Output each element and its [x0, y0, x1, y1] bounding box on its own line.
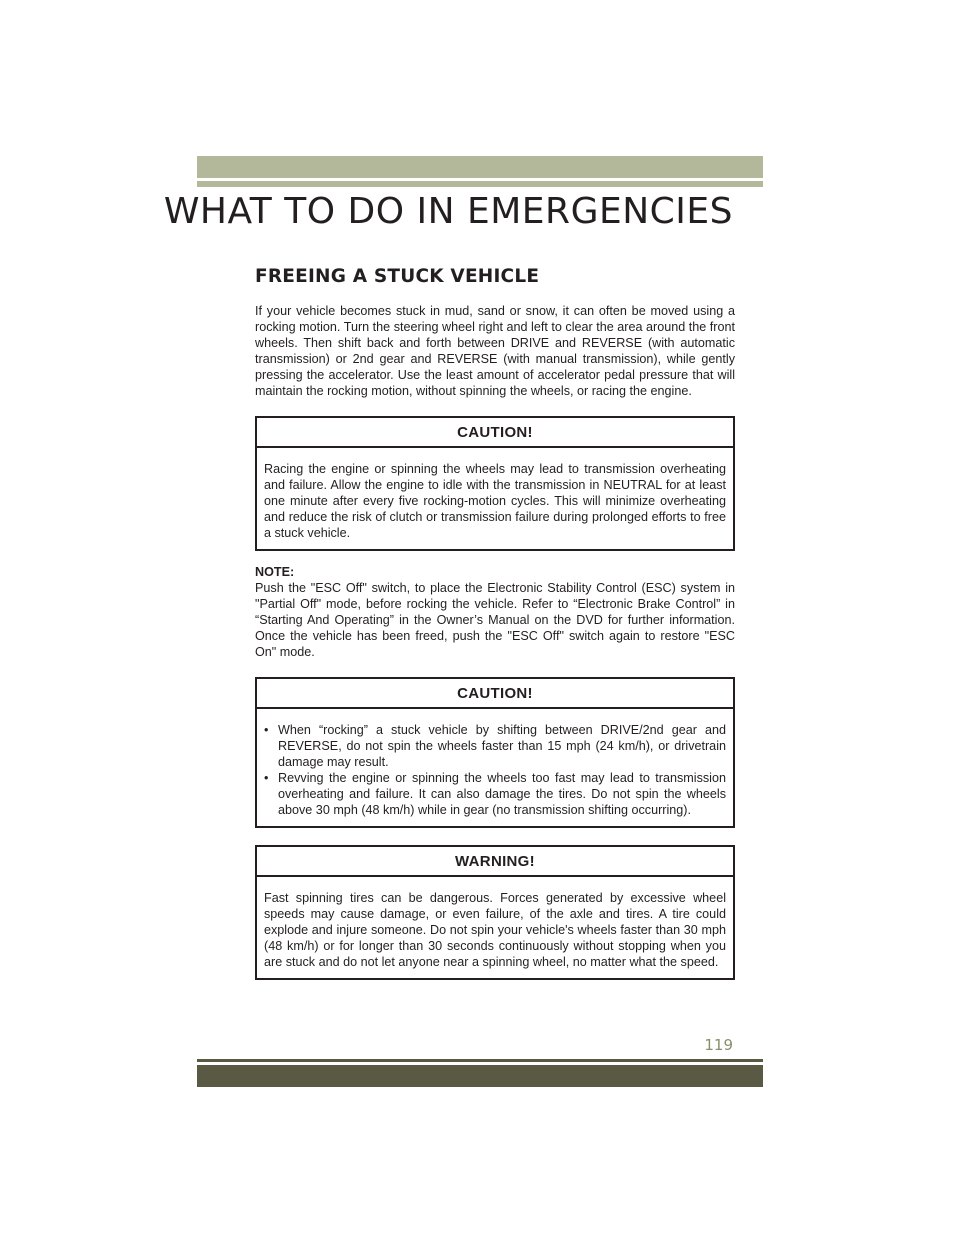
- section-title: WHAT TO DO IN EMERGENCIES: [163, 191, 733, 232]
- caution-bullet-item: [264, 722, 726, 770]
- caution-box-1-text: Racing the engine or spinning the wheels may lead to transmission overheating and failure. Allow the engine to idle with the transmission in NEUTRAL for at least one minute after every five rocking-motion cycles. This will minimize overheating and reduce the risk of clutch or transmission failure during prolonged efforts to free a stuck vehicle.: [264, 462, 726, 540]
- caution-box-2: [255, 677, 735, 828]
- intro-paragraph: If your vehicle becomes stuck in mud, sand or snow, it can often be moved using a rocking motion. Turn the steering wheel right and left to clear the area around the front wheels. Then shift back and forth between DRIVE and REVERSE (with automatic transmission) or 2nd gear and REVERSE (with manual transmission), while gently pressing the accelerator. Use the least amount of accelerator pedal pressure that will maintain the rocking motion, without spinning the wheels, or racing the engine.: [255, 304, 735, 398]
- caution-box-1: [255, 416, 735, 551]
- footer-bar: [197, 1065, 763, 1087]
- warning-box-body: [257, 877, 733, 978]
- page-number: 119: [704, 1036, 733, 1054]
- header-bar: [197, 156, 763, 178]
- warning-box-title: WARNING!: [257, 847, 733, 877]
- bullet-icon: •: [264, 723, 269, 737]
- caution-box-2-list: [264, 722, 726, 818]
- warning-box-text: Fast spinning tires can be dangerous. Forces generated by excessive wheel speeds may cause damage, or even failure, of the axle and tires. A tire could explode and injure someone. Do not spin your vehicle's wheels faster than 30 mph (48 km/h) or for longer than 30 seconds continuously without stopping when you are stuck and do not let anyone near a spinning wheel, no matter what the speed.: [264, 891, 726, 969]
- caution-box-2-body: [257, 709, 733, 826]
- caution-box-1-title: CAUTION!: [257, 418, 733, 448]
- caution-box-1-body: [257, 448, 733, 549]
- note-label: NOTE:: [255, 565, 295, 579]
- bullet-icon: •: [264, 771, 269, 785]
- header-rule: [197, 181, 763, 187]
- caution-box-2-title: CAUTION!: [257, 679, 733, 709]
- warning-box: [255, 845, 735, 980]
- bullet-text: Revving the engine or spinning the wheels too fast may lead to transmission overheating and failure. It can also damage the tires. Do not spin the wheels above 30 mph (48 km/h) while in gear (no transmission shifting occurring).: [278, 771, 726, 817]
- footer-rule: [197, 1059, 763, 1062]
- page-content: [255, 263, 735, 993]
- bullet-text: When “rocking” a stuck vehicle by shifting between DRIVE/2nd gear and REVERSE, do not spin the wheels faster than 15 mph (24 km/h), or drivetrain damage may result.: [278, 723, 726, 769]
- page-heading: FREEING A STUCK VEHICLE: [255, 266, 540, 287]
- caution-bullet-item: [264, 770, 726, 818]
- note-text: Push the "ESC Off" switch, to place the Electronic Stability Control (ESC) system in "Partial Off" mode, before rocking the vehicle. Refer to “Electronic Brake Control” in “Starting And Operating” in the Owner’s Manual on the DVD for further information. Once the vehicle has been freed, push the "ESC Off" switch again to restore "ESC On" mode.: [255, 581, 735, 659]
